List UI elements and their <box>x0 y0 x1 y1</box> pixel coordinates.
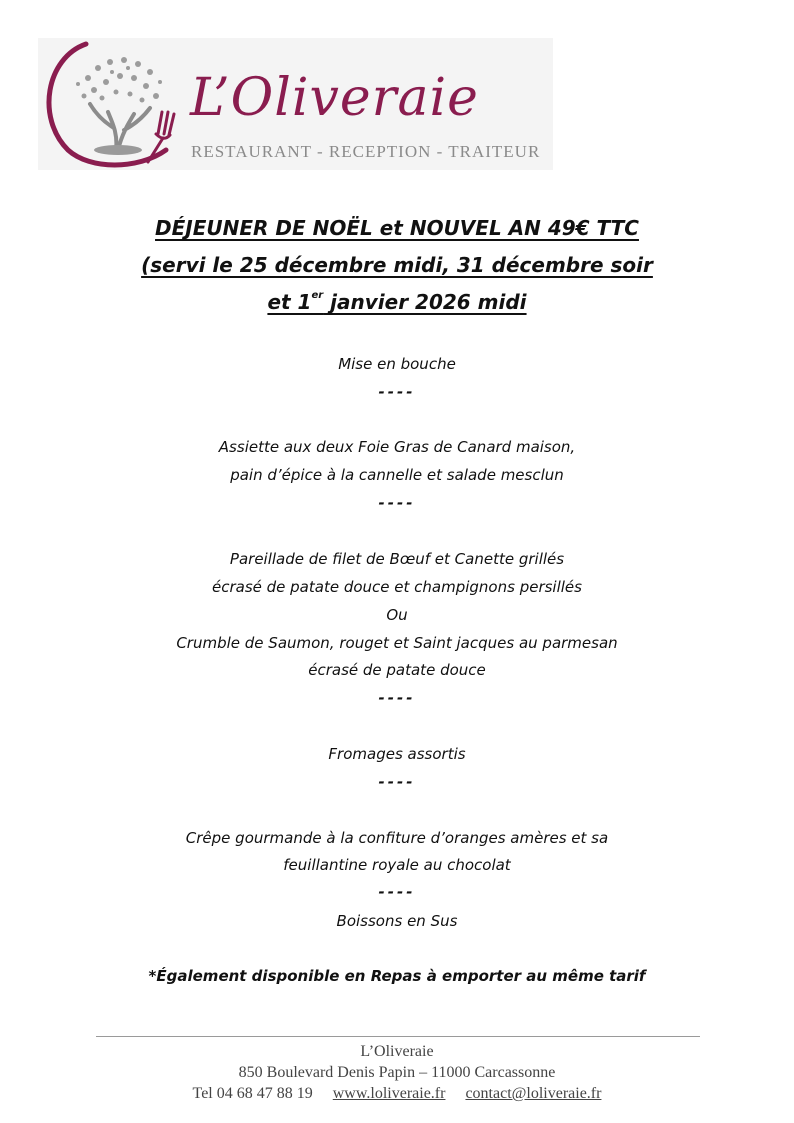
olive-tree-icon <box>38 38 198 170</box>
brand-tagline: RESTAURANT - RECEPTION - TRAITEUR <box>191 142 541 161</box>
course-entree-line-1: Assiette aux deux Foie Gras de Canard maison, <box>218 438 576 456</box>
ordinal-suffix: er <box>311 290 324 301</box>
footer-name: L’Oliveraie <box>360 1043 434 1060</box>
footer <box>0 1041 794 1104</box>
title-line-3-suffix: janvier 2026 midi <box>323 290 527 314</box>
footer-address: 850 Boulevard Denis Papin – 11000 Carcassonne <box>238 1064 556 1081</box>
course-separator: ---- <box>378 494 416 512</box>
title-line-2: (servi le 25 décembre midi, 31 décembre soir <box>141 253 653 277</box>
course-separator: ---- <box>378 383 416 401</box>
course-dessert-line-2: feuillantine royale au chocolat <box>283 856 511 874</box>
footer-phone: Tel 04 68 47 88 19 <box>192 1085 313 1102</box>
course-separator: ---- <box>378 883 416 901</box>
email-link[interactable]: contact@loliveraie.fr <box>465 1085 602 1102</box>
footer-divider <box>96 1036 700 1037</box>
course-separator: ---- <box>378 689 416 707</box>
course-plat-b-line-1: Crumble de Saumon, rouget et Saint jacques au parmesan <box>176 634 618 652</box>
course-entree-line-2: pain d’épice à la cannelle et salade mesclun <box>230 466 564 484</box>
course-fromages: Fromages assortis <box>328 745 466 763</box>
course-separator: ---- <box>378 773 416 791</box>
footer-contact-line <box>0 1083 794 1104</box>
brand-name: L’Oliveraie <box>190 68 479 128</box>
website-link[interactable]: www.loliveraie.fr <box>332 1085 446 1102</box>
title-line-3 <box>267 290 526 314</box>
menu-title <box>0 210 794 321</box>
take-away-note: *Également disponible en Repas à emporter au même tarif <box>148 967 646 985</box>
title-line-3-prefix: et 1 <box>267 290 312 314</box>
course-plat-a-line-2: écrasé de patate douce et champignons persillés <box>212 578 582 596</box>
course-plat-a-line-1: Pareillade de filet de Bœuf et Canette grillés <box>229 550 565 568</box>
course-plat-b-line-2: écrasé de patate douce <box>308 661 486 679</box>
course-mise-en-bouche: Mise en bouche <box>338 355 456 373</box>
course-or: Ou <box>386 606 408 624</box>
boissons-note: Boissons en Sus <box>336 912 458 930</box>
course-dessert-line-1: Crêpe gourmande à la confiture d’oranges amères et sa <box>185 829 609 847</box>
title-line-1: DÉJEUNER DE NOËL et NOUVEL AN 49€ TTC <box>155 216 639 240</box>
restaurant-logo <box>38 38 553 170</box>
